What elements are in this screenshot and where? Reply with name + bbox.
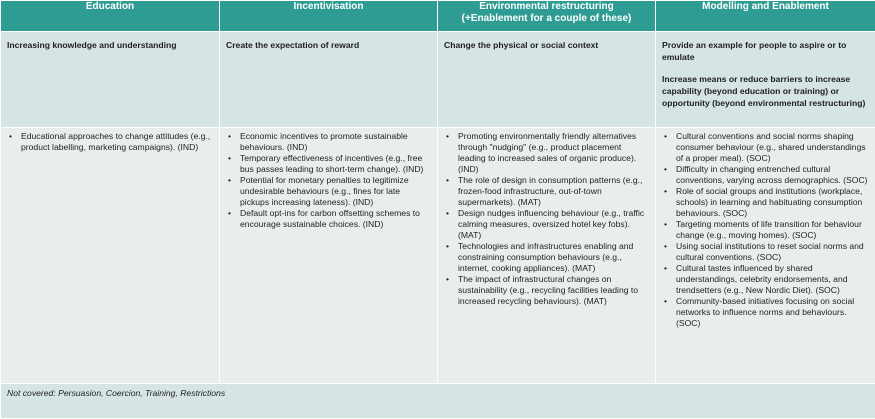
list-item: • Educational approaches to change attitudes (e.g., product labelling, marketing campaigns). (IND) <box>7 131 213 153</box>
list-item: • Temporary effectiveness of incentives (e.g., free bus passes leading to short-term change). (IND) <box>226 153 431 175</box>
subtitle-text: Increase means or reduce barriers to increase capability (beyond education or training) or opportunity (beyond environmental restructuring) <box>662 73 869 109</box>
list-item: • Difficulty in changing entrenched cultural conventions, varying across demographics. (SOC) <box>662 164 869 186</box>
list-item: • Economic incentives to promote sustainable behaviours. (IND) <box>226 131 431 153</box>
footer-row <box>1 384 875 419</box>
header-line: Education <box>5 1 215 13</box>
examples-row <box>1 128 875 384</box>
examples-environmental-restructuring <box>438 128 656 384</box>
header-incentivisation <box>220 1 438 32</box>
list-item: • The role of design in consumption patterns (e.g., frozen-food infrastructure, out-of-town supermarkets). (MAT) <box>444 175 649 208</box>
examples-incentivisation <box>220 128 438 384</box>
subtitle-text: Provide an example for people to aspire or to emulate <box>662 39 869 63</box>
list-item: • Community-based initiatives focusing on social networks to influence norms and behaviours. (SOC) <box>662 296 869 329</box>
subtitle-incentivisation <box>220 32 438 128</box>
subtitle-modelling-enablement <box>656 32 875 128</box>
subtitle-text: Create the expectation of reward <box>226 39 431 51</box>
examples-list <box>662 131 869 329</box>
subtitle-text: Change the physical or social context <box>444 39 649 51</box>
examples-education <box>1 128 220 384</box>
header-line: (+Enablement for a couple of these) <box>442 13 651 25</box>
header-environmental-restructuring <box>438 1 656 32</box>
subtitle-row <box>1 32 875 128</box>
header-line: Modelling and Enablement <box>660 1 871 13</box>
list-item: • Using social institutions to reset social norms and cultural conventions. (SOC) <box>662 241 869 263</box>
examples-modelling-enablement <box>656 128 875 384</box>
subtitle-education <box>1 32 220 128</box>
header-row <box>1 1 875 32</box>
header-line: Incentivisation <box>224 1 433 13</box>
header-education <box>1 1 220 32</box>
list-item: • Cultural tastes influenced by shared understandings, celebrity endorsements, and trendsetters (e.g., New Nordic Diet). (SOC) <box>662 263 869 296</box>
header-line: Environmental restructuring <box>442 1 651 13</box>
list-item: • Technologies and infrastructures enabling and constraining consumption behaviours (e.g., internet, cooking appliances). (MAT) <box>444 241 649 274</box>
list-item: • Targeting moments of life transition for behaviour change (e.g., moving homes). (SOC) <box>662 219 869 241</box>
subtitle-text: Increasing knowledge and understanding <box>7 39 213 51</box>
subtitle-environmental-restructuring <box>438 32 656 128</box>
examples-list <box>444 131 649 307</box>
examples-list <box>226 131 431 230</box>
list-item: • Potential for monetary penalties to legitimize undesirable behaviours (e.g., fines for late pickups increasing lateness). (IND) <box>226 175 431 208</box>
header-modelling-enablement <box>656 1 875 32</box>
examples-list <box>7 131 213 153</box>
list-item: • Promoting environmentally friendly alternatives through "nudging" (e.g., product placement leading to increased sales of organic produce). (IND) <box>444 131 649 175</box>
footer-note: Not covered: Persuasion, Coercion, Training, Restrictions <box>1 384 875 419</box>
list-item: • Design nudges influencing behaviour (e.g., traffic calming measures, oversized hotel key fobs). (MAT) <box>444 208 649 241</box>
list-item: • Cultural conventions and social norms shaping consumer behaviour (e.g., shared understandings of a proper meal). (SOC) <box>662 131 869 164</box>
list-item: • Default opt-ins for carbon offsetting schemes to encourage sustainable choices. (IND) <box>226 208 431 230</box>
list-item: • Role of social groups and institutions (workplace, schools) in learning and habituating consumption behaviours. (SOC) <box>662 186 869 219</box>
list-item: • The impact of infrastructural changes on sustainability (e.g., recycling facilities leading to increased recycling behaviours). (MAT) <box>444 274 649 307</box>
